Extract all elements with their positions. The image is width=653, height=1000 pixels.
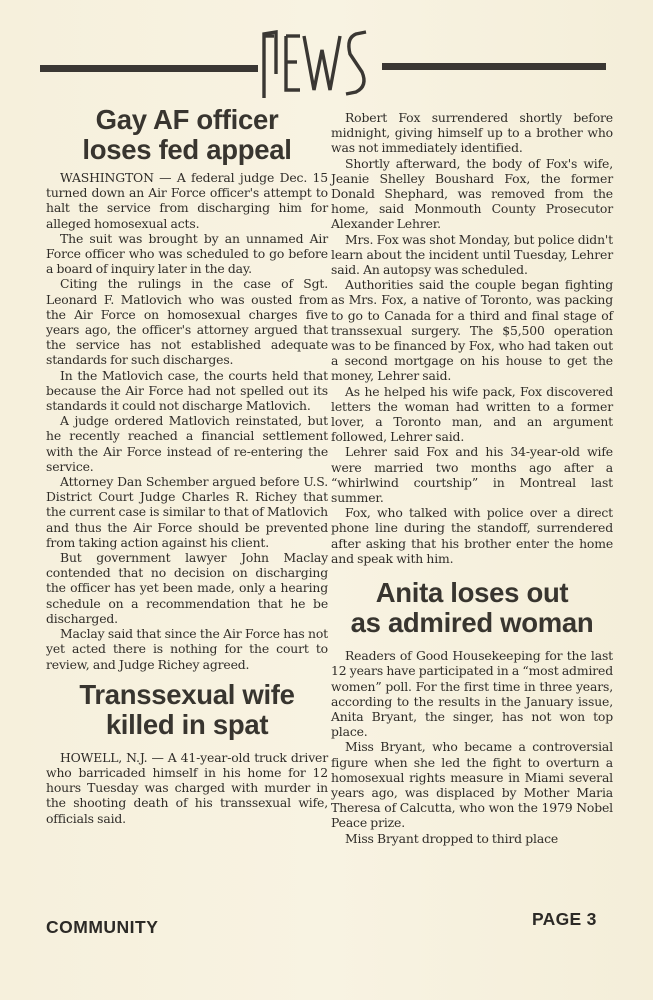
article-transsexual-wife-continued	[331, 110, 613, 566]
article-paragraph: Miss Bryant dropped to third place	[345, 830, 559, 846]
article-paragraph: The suit was brought by an unnamed Air Force officer who was scheduled to go before a board of inquiry later in the day.	[46, 230, 328, 277]
masthead	[0, 0, 653, 110]
left-column	[46, 104, 328, 826]
article-paragraph: Attorney Dan Schember argued before U.S. District Court Judge Charles R. Richey that the current case is similar to that of Matlovich and thus the Air Force should be prevented from taking action against his client.	[46, 474, 328, 550]
footer-section-label: COMMUNITY	[46, 917, 159, 937]
footer-page-number: PAGE 3	[532, 909, 597, 929]
masthead-rule-right	[382, 63, 606, 70]
news-section-logo	[258, 24, 382, 102]
article-paragraph: But government lawyer John Maclay contended that no decision on discharging the officer has yet been made, only a hearing schedule on a recommendation that he be discharged.	[46, 550, 328, 626]
article-paragraph: Readers of Good Housekeeping for the last 12 years have participated in a “most admired women” poll. For the first time in three years, according to the results in the January issue, Anita Bryant, the singer, has not won top place.	[331, 648, 613, 740]
headline-line: Anita loses out	[375, 577, 569, 609]
article-paragraph: Maclay said that since the Air Force has not yet acted there is nothing for the court to review, and Judge Richey agreed.	[46, 626, 328, 672]
article-paragraph: HOWELL, N.J. — A 41-year-old truck driver who barricaded himself in his home for 12 hours Tuesday was charged with murder in the shooting death of his transsexual wife, officials said.	[46, 749, 328, 826]
headline	[46, 680, 328, 740]
article-paragraph: Robert Fox surrendered shortly before midnight, giving himself up to a brother who was not immediately identified.	[331, 110, 613, 156]
headline-line: Gay AF officer	[95, 104, 279, 135]
article-paragraph: As he helped his wife pack, Fox discovered letters the woman had written to a former lover, a Toronto man, and an argument followed, Lehrer said.	[331, 383, 613, 445]
article-paragraph: Citing the rulings in the case of Sgt. Leonard F. Matlovich who was ousted from the Air Force on homosexual charges five years ago, the officer's attorney argued that the service has not established adequate standards for such discharges.	[46, 276, 328, 368]
article-anita-loses-out	[331, 578, 613, 846]
article-paragraph: Shortly afterward, the body of Fox's wife, Jeanie Shelley Boushard Fox, the former Donald Shephard, was removed from the home, said Monmouth County Prosecutor Alexander Lehrer.	[331, 155, 613, 232]
headline	[46, 105, 328, 165]
headline-line: killed in spat	[105, 708, 269, 740]
article-paragraph: Authorities said the couple began fighting as Mrs. Fox, a native of Toronto, was packing to go to Canada for a third and final stage of transsexual surgery. The $5,500 operation was to be financed by Fox, who had taken out a second mortgage on his house to get the money, Lehrer said.	[331, 277, 613, 384]
right-column	[331, 110, 613, 846]
article-paragraph: WASHINGTON — A federal judge Dec. 15 turned down an Air Force officer's attempt to halt the service from discharging him for alleged homosexual acts.	[46, 170, 328, 231]
article-paragraph: A judge ordered Matlovich reinstated, but he recently reached a financial settlement with the Air Force instead of re-entering the service.	[46, 413, 328, 474]
headline	[331, 578, 613, 638]
article-paragraph: In the Matlovich case, the courts held that because the Air Force had not spelled out its standards it could not discharge Matlovich.	[46, 367, 328, 414]
article-paragraph: Mrs. Fox was shot Monday, but police didn't learn about the incident until Tuesday, Lehrer said. An autopsy was scheduled.	[331, 231, 613, 278]
headline-line: as admired woman	[350, 607, 594, 639]
masthead-rule-left	[40, 65, 258, 72]
headline-line: Transsexual wife	[79, 678, 295, 710]
headline-line: loses fed appeal	[82, 134, 292, 165]
article-paragraph: Fox, who talked with police over a direct phone line during the standoff, surrendered after asking that his brother enter the home and speak with him.	[331, 505, 613, 566]
article-transsexual-wife	[46, 680, 328, 826]
article-paragraph: Miss Bryant, who became a controversial figure when she led the fight to overturn a homosexual rights measure in Miami several years ago, was displaced by Mother Maria Theresa of Calcutta, who won the 1979 Nobel Peace prize.	[331, 739, 613, 831]
article-paragraph: Lehrer said Fox and his 34-year-old wife were married two months ago after a “whirlwind courtship” in Montreal last summer.	[331, 444, 613, 506]
article-gay-af-officer	[46, 105, 328, 672]
